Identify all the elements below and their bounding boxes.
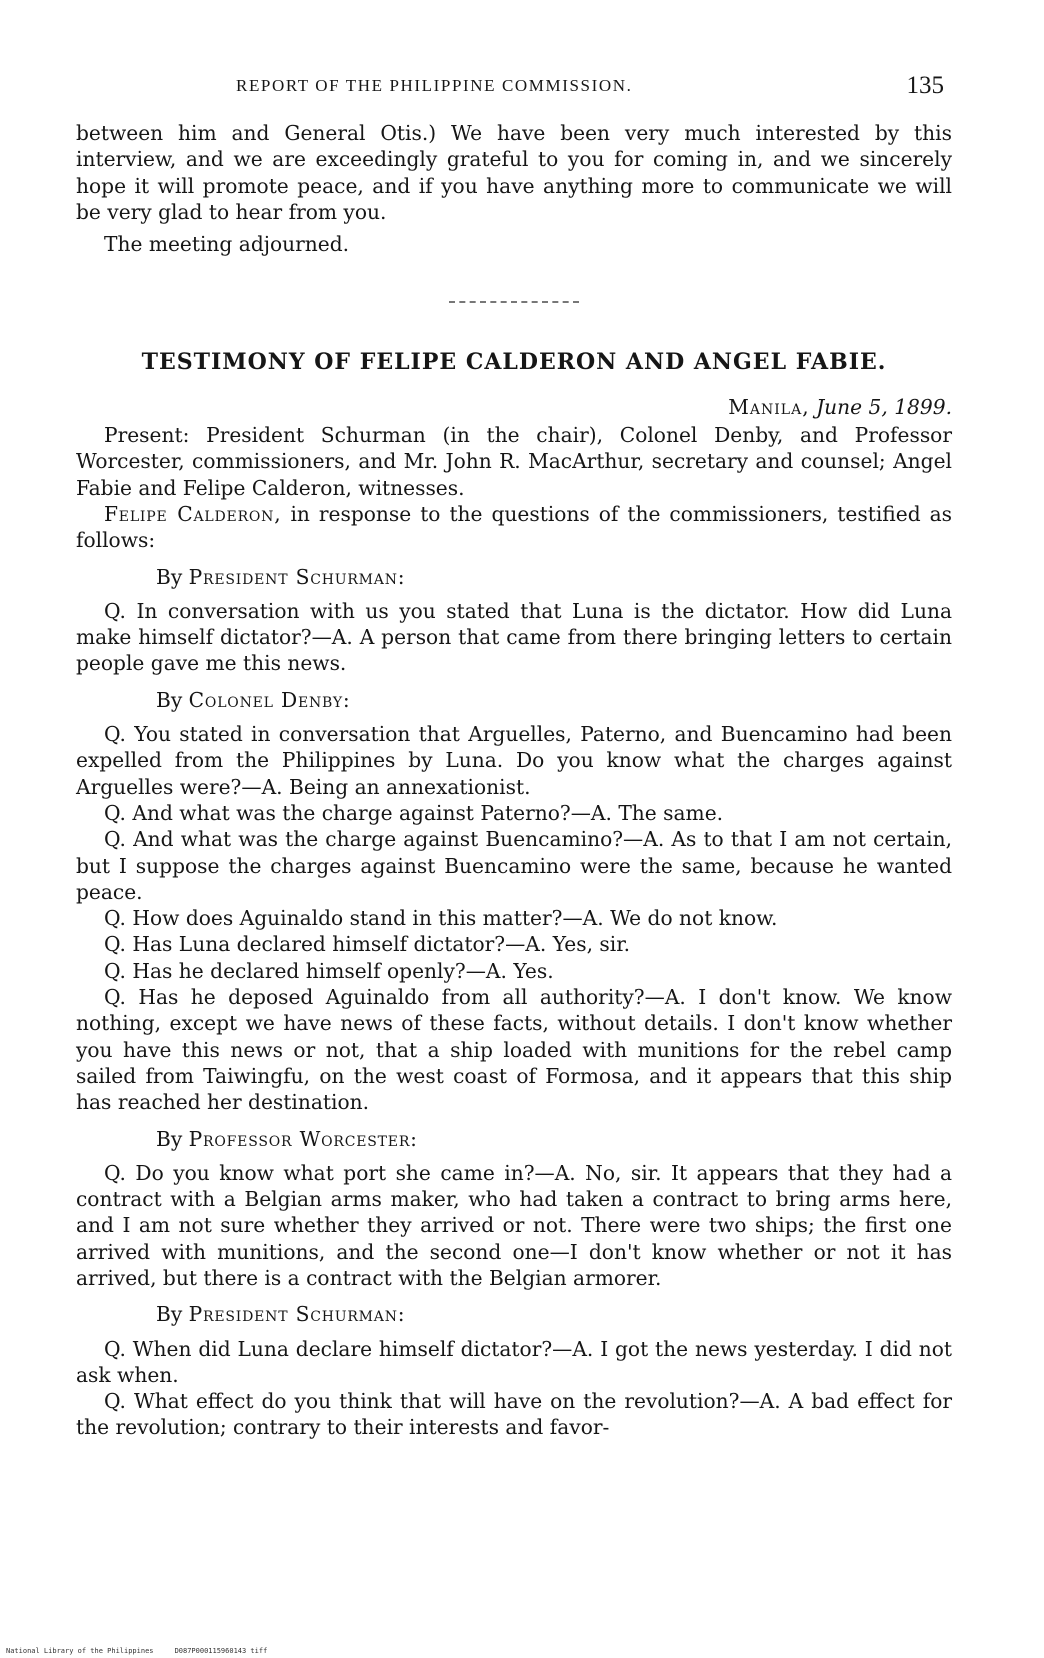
exchanges	[76, 564, 952, 1441]
questioner-prefix: By	[156, 1126, 189, 1151]
section-divider	[449, 301, 579, 305]
qa-paragraph: Q. Has he declared himself openly?—A. Yes.	[104, 958, 554, 983]
qa-paragraph: Q. Has he deposed Aguinaldo from all authority?—A. I don't know. We know nothing, except we have news of these facts, without details. I don't know whether you have this news or not, that a ship loaded with munitions for the rebel camp sailed from Taiwingfu, on the west coast of Formosa, and it appears that this ship has reached her destination.	[76, 985, 952, 1115]
qa-paragraph: Q. How does Aguinaldo stand in this matter?—A. We do not know.	[104, 906, 778, 931]
page-header	[236, 72, 944, 102]
dateline	[76, 394, 952, 420]
questioner-line	[76, 1301, 952, 1327]
body-text	[76, 120, 952, 1441]
qa-paragraph: Q. You stated in conversation that Arguelles, Paterno, and Buencamino had been expelled from the Philippines by Luna. Do you know what the charges against Arguelles were?—A. Being an annexationist.	[76, 722, 952, 799]
questioner-name: Professor Worcester:	[188, 1126, 418, 1151]
questioner-line	[76, 1126, 952, 1152]
adjourned-note: The meeting adjourned.	[104, 232, 350, 257]
closing-paragraph: between him and General Otis.) We have been very much interested by this interview, and we are exceedingly grateful to you for coming in, and we sincerely hope it will promote peace, and if you have anything more to communicate we will be very glad to hear from you.	[76, 121, 952, 224]
dateline-date: June 5, 1899.	[816, 394, 952, 419]
questioner-line	[76, 687, 952, 713]
exchange-block	[76, 1126, 952, 1292]
exchange-block	[76, 1301, 952, 1440]
questioner-line	[76, 564, 952, 590]
witness-intro-text: in response to the questions of the commissioners, testified as follows:	[76, 501, 952, 553]
questioner-prefix: By	[156, 564, 189, 589]
dateline-place: Manila,	[728, 394, 810, 419]
questioner-name: Colonel Denby:	[188, 687, 351, 712]
questioner-name: President Schurman:	[188, 1302, 406, 1327]
questioner-name: President Schurman:	[188, 564, 406, 589]
qa-paragraph: Q. In conversation with us you stated that Luna is the dictator. How did Luna make himself dictator?—A. A person that came from there bringing letters to certain people gave me this news.	[76, 598, 952, 676]
section-title: TESTIMONY OF FELIPE CALDERON AND ANGEL FABIE.	[141, 349, 887, 376]
questioner-prefix: By	[156, 1302, 189, 1327]
qa-paragraph: Q. When did Luna declare himself dictator?—A. I got the news yesterday. I did not ask when.	[76, 1336, 952, 1387]
qa-paragraph: Q. Has Luna declared himself dictator?—A. Yes, sir.	[104, 932, 631, 957]
witness-intro	[76, 501, 952, 554]
exchange-block	[76, 687, 952, 1116]
qa-paragraph: Q. Do you know what port she came in?—A. No, sir. It appears that they had a contract with a Belgian arms maker, who had taken a contract to bring arms here, and I am not sure whether they arrived or not. There were two ships; the first one arrived with munitions, and the second one—I don't know whether or not it has arrived, but there is a contract with the Belgian armorer.	[76, 1160, 952, 1290]
witness-name: Felipe Calderon,	[104, 501, 282, 526]
qa-paragraph: Q. And what was the charge against Buencamino?—A. As to that I am not certain, but I suppose the charges against Buencamino were the same, because he wanted peace.	[76, 827, 952, 904]
present-paragraph: Present: President Schurman (in the chair), Colonel Denby, and Professor Worcester, commissioners, and Mr. John R. MacArthur, secretary and counsel; Angel Fabie and Felipe Calderon, witnesses.	[76, 423, 952, 500]
scan-footer: National Library of the Philippines D087P000115960143 tiff	[6, 1647, 268, 1655]
running-head: REPORT OF THE PHILIPPINE COMMISSION.	[236, 76, 633, 95]
page-number: 135	[906, 72, 944, 99]
qa-paragraph: Q. And what was the charge against Paterno?—A. The same.	[104, 800, 724, 825]
qa-paragraph: Q. What effect do you think that will have on the revolution?—A. A bad effect for the revolution; contrary to their interests and favor-	[76, 1389, 952, 1440]
exchange-block	[76, 564, 952, 677]
questioner-prefix: By	[156, 687, 189, 712]
